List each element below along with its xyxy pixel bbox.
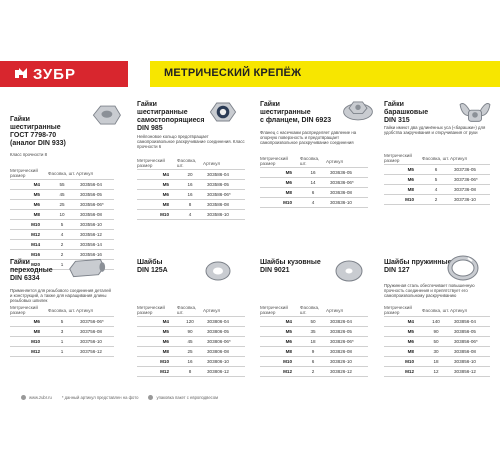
table-row xyxy=(137,346,245,356)
footer-note-2-text: упаковка пакет с европодвесом xyxy=(156,394,219,400)
cell-qty: 25 xyxy=(48,199,76,209)
cell-article: 303556-08 xyxy=(76,209,114,219)
brand-logo-icon xyxy=(13,66,29,82)
cell-article: 303586-08 xyxy=(203,199,245,209)
section-description: Класс прочности 8 xyxy=(10,152,48,157)
title-band xyxy=(150,61,500,87)
cell-size: M5 xyxy=(260,167,300,177)
cell-article: 303806-05 xyxy=(203,326,245,336)
column-header: Метрический размер xyxy=(137,158,177,169)
cell-size: M5 xyxy=(384,164,422,174)
cell-size: M8 xyxy=(384,184,422,194)
column-header: Фасовка, шт. xyxy=(177,158,203,169)
cell-qty: 5 xyxy=(422,174,450,184)
cell-qty: 2 xyxy=(48,239,76,249)
section-description: Нейлоновое кольцо предотвращает самопроизвольное раскручивание соединения. Класс прочности 6 xyxy=(137,134,245,150)
cell-article: 303826-04 xyxy=(326,316,368,326)
spec-table xyxy=(384,305,490,377)
table-header-row xyxy=(10,305,114,316)
column-header: Артикул xyxy=(450,153,490,164)
section-title-line: шестигранные xyxy=(137,109,188,116)
table-row xyxy=(10,199,114,209)
cell-qty: 16 xyxy=(177,356,203,366)
cell-qty: 5 xyxy=(48,316,76,326)
table-header-row xyxy=(10,168,114,179)
cell-size: M10 xyxy=(10,219,48,229)
section-title-line: (аналог DIN 933) xyxy=(10,140,66,147)
cell-qty: 4 xyxy=(422,184,450,194)
cell-size: M4 xyxy=(137,169,177,179)
cell-qty: 3 xyxy=(48,326,76,336)
column-header: Артикул xyxy=(326,305,368,316)
cell-qty: 120 xyxy=(177,316,203,326)
section-nuts-315 xyxy=(384,101,494,251)
cell-qty: 8 xyxy=(177,366,203,376)
cell-article: 303756-10 xyxy=(76,336,114,346)
footer-site[interactable] xyxy=(21,395,52,400)
table-row xyxy=(10,316,114,326)
cell-qty: 30 xyxy=(422,346,450,356)
table-row xyxy=(260,366,368,376)
column-header: Фасовка, шт. xyxy=(422,305,450,316)
section-nuts-6923 xyxy=(260,101,376,251)
cell-article: 303806-12 xyxy=(203,366,245,376)
section-title xyxy=(384,101,428,125)
cell-article: 303826-10 xyxy=(326,356,368,366)
column-header: Фасовка, шт. xyxy=(48,168,76,179)
cell-size: M10 xyxy=(260,356,300,366)
cell-qty: 6 xyxy=(422,164,450,174)
spring-washer-icon xyxy=(446,253,480,283)
cell-size: M12 xyxy=(260,366,300,376)
section-title xyxy=(137,101,204,133)
cell-article: 303856-04 xyxy=(450,316,490,326)
section-title-line: Гайки xyxy=(137,101,157,108)
cell-size: M4 xyxy=(137,316,177,326)
cell-article: 303826-08 xyxy=(326,346,368,356)
table-row xyxy=(137,169,245,179)
cell-size: M10 xyxy=(137,356,177,366)
footer-note-1 xyxy=(62,395,139,400)
cell-size: M5 xyxy=(137,179,177,189)
cell-article: 303806-10 xyxy=(203,356,245,366)
column-header: Артикул xyxy=(326,156,368,167)
section-title xyxy=(260,259,321,275)
column-header: Метрический размер xyxy=(384,153,422,164)
section-title-line: Шайбы кузовные xyxy=(260,259,321,266)
table-header-row xyxy=(260,305,368,316)
cell-article: 303556-10 xyxy=(76,219,114,229)
cell-size: M8 xyxy=(10,326,48,336)
cell-size: M8 xyxy=(260,187,300,197)
table-row xyxy=(384,316,490,326)
cell-article: 303826-05 xyxy=(326,326,368,336)
table-row xyxy=(384,346,490,356)
column-header: Метрический размер xyxy=(260,305,300,316)
cell-qty: 25 xyxy=(177,346,203,356)
column-header: Артикул xyxy=(76,168,114,179)
page-title: МЕТРИЧЕСКИЙ КРЕПЁЖ xyxy=(164,67,302,79)
cell-article: 303586-06* xyxy=(203,189,245,199)
cell-article: 303856-12 xyxy=(450,366,490,376)
cell-size: M5 xyxy=(137,326,177,336)
table-row xyxy=(137,209,245,219)
table-row xyxy=(137,326,245,336)
table-row xyxy=(384,184,490,194)
spec-table xyxy=(260,156,368,208)
section-title-line: DIN 985 xyxy=(137,125,163,132)
cell-qty: 16 xyxy=(177,179,203,189)
footer xyxy=(21,393,491,401)
cell-size: M4 xyxy=(10,179,48,189)
table-row xyxy=(260,197,368,207)
cell-qty: 50 xyxy=(422,336,450,346)
cell-size: M4 xyxy=(260,316,300,326)
cell-size: M14 xyxy=(10,239,48,249)
cell-qty: 6 xyxy=(300,187,326,197)
table-header-row xyxy=(384,305,490,316)
cell-qty: 4 xyxy=(48,229,76,239)
table-row xyxy=(137,189,245,199)
cell-article: 303806-06* xyxy=(203,336,245,346)
cell-size: M12 xyxy=(137,366,177,376)
cell-size: M10 xyxy=(260,197,300,207)
column-header: Артикул xyxy=(76,305,114,316)
cell-qty: 1 xyxy=(48,336,76,346)
footer-site-text: www.zubr.ru xyxy=(29,394,52,400)
table-row xyxy=(10,326,114,336)
table-row xyxy=(137,316,245,326)
cell-size: M5 xyxy=(384,326,422,336)
section-title-line: шестигранные xyxy=(10,124,61,131)
cell-size: M8 xyxy=(137,346,177,356)
cell-article: 303736-08 xyxy=(450,184,490,194)
flange-nut-icon xyxy=(340,95,376,125)
lock-nut-icon xyxy=(205,97,241,127)
table-header-row xyxy=(260,156,368,167)
cell-qty: 9 xyxy=(300,346,326,356)
table-row xyxy=(137,199,245,209)
table-row xyxy=(384,336,490,346)
cell-qty: 16 xyxy=(300,167,326,177)
section-title-line: Шайбы пружинные xyxy=(384,259,452,266)
section-title-line: Шайбы xyxy=(137,259,163,266)
column-header: Фасовка, шт. xyxy=(422,153,450,164)
section-nuts-985 xyxy=(137,101,253,251)
table-row xyxy=(137,336,245,346)
cell-article: 303556-12 xyxy=(76,229,114,239)
section-washers-127 xyxy=(384,259,494,389)
section-washers-125 xyxy=(137,259,253,389)
table-row xyxy=(384,326,490,336)
section-title-line: самостопорящиеся xyxy=(137,117,205,124)
cell-qty: 8 xyxy=(177,199,203,209)
cell-qty: 45 xyxy=(48,189,76,199)
cell-qty: 90 xyxy=(422,326,450,336)
logo-band xyxy=(0,61,128,87)
cell-article: 303556-16 xyxy=(76,249,114,259)
section-title-line: Гайки xyxy=(10,259,30,266)
section-title xyxy=(10,116,66,148)
table-row xyxy=(137,179,245,189)
table-row xyxy=(10,179,114,189)
cell-qty: 18 xyxy=(300,336,326,346)
cell-article: 303736-05 xyxy=(450,164,490,174)
section-title xyxy=(10,259,53,283)
table-row xyxy=(10,209,114,219)
cell-qty: 35 xyxy=(300,326,326,336)
column-header: Метрический размер xyxy=(260,156,300,167)
cell-article: 303736-10 xyxy=(450,194,490,204)
column-header: Артикул xyxy=(203,305,245,316)
cell-size: M8 xyxy=(10,209,48,219)
section-title-line: Гайки xyxy=(384,101,404,108)
table-row xyxy=(10,336,114,346)
cell-article: 303636-08 xyxy=(326,187,368,197)
column-header: Фасовка, шт. xyxy=(177,305,203,316)
table-header-row xyxy=(384,153,490,164)
cell-qty: 2 xyxy=(48,249,76,259)
spec-table xyxy=(384,153,490,205)
cell-size: M12 xyxy=(384,366,422,376)
cell-qty: 4 xyxy=(177,209,203,219)
cell-size: M12 xyxy=(10,229,48,239)
brand-name: ЗУБР xyxy=(33,65,76,83)
table-header-row xyxy=(137,158,245,169)
section-title-line: DIN 125A xyxy=(137,267,168,274)
cell-size: M4 xyxy=(384,316,422,326)
cell-size: M6 xyxy=(137,336,177,346)
column-header: Метрический размер xyxy=(10,168,48,179)
column-header: Фасовка, шт. xyxy=(300,156,326,167)
cell-article: 303636-06* xyxy=(326,177,368,187)
cell-size: M10 xyxy=(384,194,422,204)
coupling-nut-icon xyxy=(64,255,108,281)
section-title-line: шестигранные xyxy=(260,109,311,116)
section-washers-9021 xyxy=(260,259,376,389)
cell-qty: 2 xyxy=(422,194,450,204)
cell-size: M8 xyxy=(384,346,422,356)
table-row xyxy=(10,219,114,229)
cell-article: 303756-12 xyxy=(76,346,114,356)
cell-qty: 2 xyxy=(300,366,326,376)
table-row xyxy=(384,366,490,376)
cell-article: 303736-06* xyxy=(450,174,490,184)
cell-size: M8 xyxy=(260,346,300,356)
cell-qty: 1 xyxy=(48,259,76,269)
column-header: Метрический размер xyxy=(10,305,48,316)
footer-note-1-text: * данный артикул представлен на фото xyxy=(61,394,139,400)
cell-size: M10 xyxy=(10,336,48,346)
section-title xyxy=(384,259,451,275)
globe-icon xyxy=(21,395,26,400)
cell-qty: 45 xyxy=(177,336,203,346)
cell-qty: 18 xyxy=(422,356,450,366)
cell-article: 303556-05 xyxy=(76,189,114,199)
cell-size: M12 xyxy=(10,346,48,356)
section-title-line: Гайки xyxy=(10,116,30,123)
cell-qty: 55 xyxy=(48,179,76,189)
section-title-line: барашковые xyxy=(384,109,429,116)
footer-note-2 xyxy=(148,395,218,400)
cell-article: 303636-10 xyxy=(326,197,368,207)
fender-washer-icon xyxy=(334,257,364,283)
brand-logo[interactable] xyxy=(13,64,76,84)
cell-size: M10 xyxy=(137,209,177,219)
cell-size: M6 xyxy=(10,316,48,326)
section-title xyxy=(137,259,168,275)
cell-size: M8 xyxy=(137,199,177,209)
spec-table xyxy=(260,305,368,377)
cell-article: 303826-06* xyxy=(326,336,368,346)
column-header: Метрический размер xyxy=(384,305,422,316)
section-title-line: DIN 127 xyxy=(384,267,410,274)
cell-size: M16 xyxy=(10,249,48,259)
cell-article: 303856-10 xyxy=(450,356,490,366)
table-row xyxy=(10,229,114,239)
cell-qty: 10 xyxy=(48,209,76,219)
table-row xyxy=(10,239,114,249)
column-header: Метрический размер xyxy=(137,305,177,316)
table-row xyxy=(384,194,490,204)
cell-size: M6 xyxy=(384,336,422,346)
table-row xyxy=(384,174,490,184)
hex-nut-icon xyxy=(88,102,124,130)
section-nuts-7798 xyxy=(10,116,120,266)
cell-article: 303636-05 xyxy=(326,167,368,177)
header xyxy=(0,61,500,87)
cell-qty: 50 xyxy=(300,316,326,326)
cell-qty: 12 xyxy=(422,366,450,376)
table-row xyxy=(260,346,368,356)
table-row xyxy=(260,316,368,326)
table-row xyxy=(10,189,114,199)
cell-article: 303856-08 xyxy=(450,346,490,356)
flat-washer-icon xyxy=(203,257,233,283)
cell-size: M6 xyxy=(137,189,177,199)
cell-article: 303586-05 xyxy=(203,179,245,189)
spec-table xyxy=(137,158,245,220)
column-header: Фасовка, шт. xyxy=(300,305,326,316)
section-description: Фланец с насечками распределяет давление на опорную поверхность и предотвращает самопроизвольное раскручивание соединения xyxy=(260,130,357,146)
package-icon xyxy=(148,395,153,400)
cell-qty: 16 xyxy=(177,189,203,199)
cell-qty: 1 xyxy=(48,346,76,356)
cell-article: 303826-12 xyxy=(326,366,368,376)
spec-table xyxy=(10,305,114,357)
column-header: Артикул xyxy=(203,158,245,169)
cell-size: M10 xyxy=(384,356,422,366)
column-header: Артикул xyxy=(450,305,490,316)
table-row xyxy=(384,164,490,174)
table-row xyxy=(10,346,114,356)
cell-qty: 4 xyxy=(300,197,326,207)
table-row xyxy=(137,366,245,376)
table-row xyxy=(260,177,368,187)
cell-article: 303806-08 xyxy=(203,346,245,356)
section-title-line: переходные xyxy=(10,267,53,274)
cell-size: M6 xyxy=(260,336,300,346)
cell-article: 303586-04 xyxy=(203,169,245,179)
table-row xyxy=(260,336,368,346)
table-row xyxy=(260,326,368,336)
cell-qty: 14 xyxy=(300,177,326,187)
section-description: Гайки имеют два удлинённых уса («барашки») для удобства закручивания и откручивания от руки xyxy=(384,125,486,136)
cell-article: 303856-06* xyxy=(450,336,490,346)
spec-table xyxy=(137,305,245,377)
table-row xyxy=(260,356,368,366)
section-title-line: с фланцем, DIN 6923 xyxy=(260,117,332,124)
table-row xyxy=(384,356,490,366)
cell-size: M6 xyxy=(384,174,422,184)
cell-article: 303556-04 xyxy=(76,179,114,189)
column-header: Фасовка, шт. xyxy=(48,305,76,316)
wing-nut-icon xyxy=(456,99,494,127)
table-header-row xyxy=(137,305,245,316)
cell-qty: 140 xyxy=(422,316,450,326)
section-title-line: Гайки xyxy=(260,101,280,108)
cell-article: 303856-05 xyxy=(450,326,490,336)
cell-qty: 90 xyxy=(177,326,203,336)
cell-size: M6 xyxy=(260,177,300,187)
cell-size: M6 xyxy=(10,199,48,209)
cell-qty: 5 xyxy=(48,219,76,229)
cell-article: 303806-04 xyxy=(203,316,245,326)
section-title-line: DIN 9021 xyxy=(260,267,290,274)
cell-article: 303556-06* xyxy=(76,199,114,209)
table-row xyxy=(260,167,368,177)
table-row xyxy=(260,187,368,197)
cell-size: M20 xyxy=(10,259,48,269)
cell-qty: 20 xyxy=(177,169,203,179)
section-title xyxy=(260,101,331,125)
cell-article: 303756-06* xyxy=(76,316,114,326)
section-description: Применяется для резьбового соединения деталей и конструкций, а также для наращивания длины резьбовых шпилек xyxy=(10,288,111,304)
cell-article: 303756-08 xyxy=(76,326,114,336)
cell-article: 303556-14 xyxy=(76,239,114,249)
cell-size: M5 xyxy=(10,189,48,199)
cell-article: 303586-10 xyxy=(203,209,245,219)
section-description: Пружинная сталь обеспечивает повышенную прочность соединения и препятствует его самопроизвольному раскручиванию xyxy=(384,283,475,299)
section-title-line: ГОСТ 7798-70 xyxy=(10,132,57,139)
cell-size: M5 xyxy=(260,326,300,336)
cell-qty: 6 xyxy=(300,356,326,366)
section-nuts-6334 xyxy=(10,259,120,389)
section-title-line: DIN 315 xyxy=(384,117,410,124)
table-row xyxy=(137,356,245,366)
section-title-line: DIN 6334 xyxy=(10,275,40,282)
